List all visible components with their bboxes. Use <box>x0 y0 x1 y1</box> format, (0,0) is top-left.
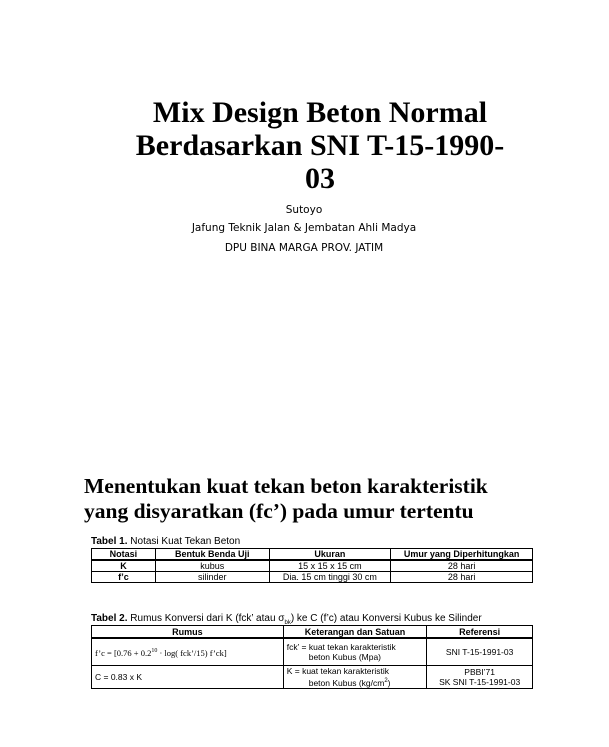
table2-header-cell: Rumus <box>92 626 284 639</box>
table-notasi-kuat-tekan <box>91 548 533 583</box>
document-title <box>100 96 540 195</box>
table1-header-cell: Ukuran <box>269 549 391 561</box>
formula-cell: C = 0.83 x K <box>92 666 284 689</box>
description-cell <box>283 638 427 666</box>
reference-cell <box>427 666 533 689</box>
table2-caption-text: Rumus Konversi dari K (fck’ atau σ <box>130 613 285 624</box>
formula-superscript: 10 <box>151 648 158 655</box>
description-line: K = kuat tekan karakteristik <box>286 666 390 677</box>
section-heading <box>84 474 544 524</box>
description-line <box>287 676 424 688</box>
formula-text: f’c = [0.76 + 0.2 <box>95 647 152 658</box>
description-line: beton Kubus (Mpa) <box>308 652 382 662</box>
table1-header-row <box>92 549 533 561</box>
author-affiliation: Jafung Teknik Jalan & Jembatan Ahli Madya <box>191 222 417 234</box>
section-heading-line-2: yang disyaratkan (fc’) pada umur tertentu <box>84 499 474 523</box>
table1-caption-label: Tabel 1. <box>91 536 128 547</box>
table1-cell: 28 hari <box>391 560 533 572</box>
table1-cell: 15 x 15 x 15 cm <box>269 560 391 572</box>
formula-cell <box>92 638 284 666</box>
table-row <box>92 572 533 583</box>
table1-header-cell: Umur yang Diperhitungkan <box>391 549 533 561</box>
table2-caption-text-end: ) ke C (f’c) atau Konversi Kubus ke Silinder <box>290 613 482 624</box>
table1-cell: Dia. 15 cm tinggi 30 cm <box>269 572 391 583</box>
table-row <box>92 638 533 666</box>
table1-cell: kubus <box>155 560 269 572</box>
table1-header-cell: Bentuk Benda Uji <box>155 549 269 561</box>
table2-header-cell: Keterangan dan Satuan <box>283 626 427 639</box>
table2-caption-subscript: bk <box>284 620 291 626</box>
table1-cell: K <box>92 560 156 572</box>
formula-text-end: · log( fck’/15) f’ck] <box>157 647 227 658</box>
reference-line: SK SNI T-15-1991-03 <box>439 677 521 687</box>
author-organization: DPU BINA MARGA PROV. JATIM <box>224 242 384 254</box>
reference-line: PBBI’71 <box>464 667 495 677</box>
description-line: fck’ = kuat tekan karakteristik <box>286 642 396 652</box>
author-name: Sutoyo <box>285 204 323 216</box>
table1-header-cell: Notasi <box>92 549 156 561</box>
reference-cell: SNI T-15-1991-03 <box>427 638 533 666</box>
title-line-1: Mix Design Beton Normal <box>152 96 488 129</box>
description-superscript: 2 <box>384 678 388 685</box>
table2-caption-label: Tabel 2. <box>91 613 128 624</box>
description-cell <box>283 666 427 689</box>
table-rumus-konversi <box>91 625 533 689</box>
title-line-2: Berdasarkan SNI T-15-1990- <box>135 129 505 162</box>
title-line-3: 03 <box>305 162 335 195</box>
description-text-end: ) <box>387 677 391 688</box>
table1-caption-text: Notasi Kuat Tekan Beton <box>130 536 241 547</box>
table-row <box>92 666 533 689</box>
table1-cell: silinder <box>155 572 269 583</box>
table2-header-row <box>92 626 533 639</box>
description-text: beton Kubus (kg/cm <box>308 677 385 688</box>
table1-cell: 28 hari <box>391 572 533 583</box>
section-heading-line-1: Menentukan kuat tekan beton karakteristik <box>84 474 488 498</box>
table-row <box>92 560 533 572</box>
table1-cell: f’c <box>92 572 156 583</box>
table2-header-cell: Referensi <box>427 626 533 639</box>
table1-caption <box>91 536 240 547</box>
